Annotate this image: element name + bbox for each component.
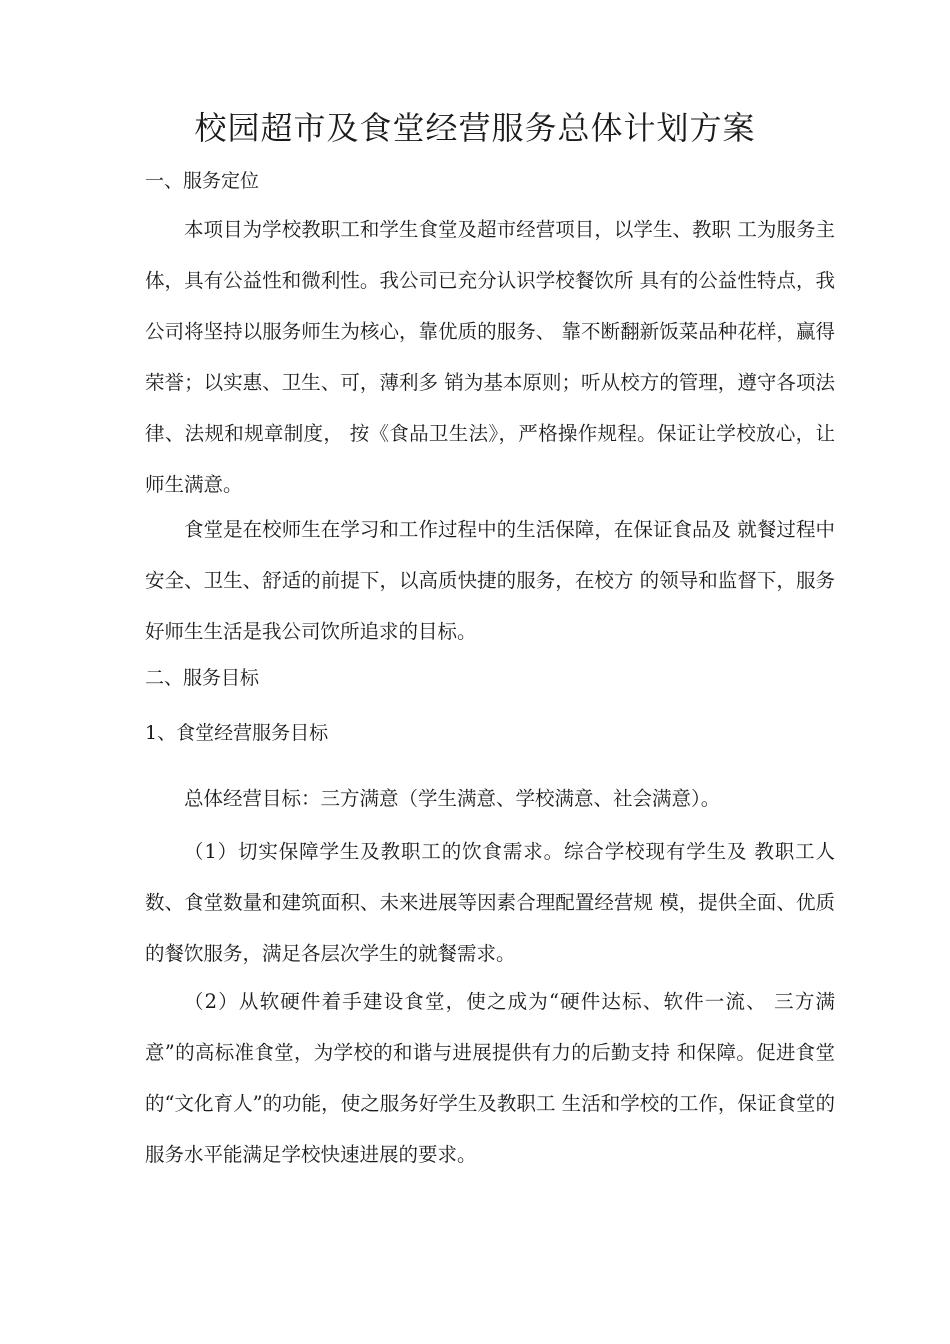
paragraph-goal-item-1: （1）切实保障学生及教职工的饮食需求。综合学校现有学生及 教职工人数、食堂数量和建筑面积、未来进展等因素合理配置经营规 模，提供全面、优质的餐饮服务，满足各层次学生的就餐需求。 bbox=[145, 840, 835, 965]
section-heading-service-goals: 二、服务目标 bbox=[145, 667, 260, 689]
paragraph-service-positioning-1: 本项目为学校教职工和学生食堂及超市经营项目，以学生、教职 工为服务主体，具有公益性和微利性。我公司已充分认识学校餐饮所 具有的公益性特点，我公司将坚持以服务师生为核心，靠优质的服务、 靠不断翻新饭菜品种花样，赢得荣誉；以实惠、卫生、可，薄利多 销为基本原则；听从校方的管理，遵守各项法律、法规和规章制度， 按《食品卫生法》，严格操作规程。保证让学校放心，让师生满意。 bbox=[145, 218, 835, 496]
page-title: 校园超市及食堂经营服务总体计划方案 bbox=[194, 109, 756, 147]
paragraph-overall-goal: 总体经营目标：三方满意（学生满意、学校满意、社会满意）。 bbox=[184, 787, 721, 810]
paragraph-service-positioning-2: 食堂是在校师生在学习和工作过程中的生活保障，在保证食品及 就餐过程中安全、卫生、舒适的前提下，以高质快捷的服务，在校方 的领导和监督下，服务好师生生活是我公司饮所追求的目标。 bbox=[145, 518, 835, 643]
subsection-heading-canteen-goals: 1、食堂经营服务目标 bbox=[145, 722, 329, 744]
section-heading-service-positioning: 一、服务定位 bbox=[145, 170, 260, 192]
paragraph-goal-item-2: （2）从软硬件着手建设食堂，使之成为“硬件达标、软件一流、 三方满意”的高标准食堂，为学校的和谐与进展提供有力的后勤支持 和保障。促进食堂的“文化育人”的功能，使之服务好学生及教职工 生活和学校的工作，保证食堂的服务水平能满足学校快速进展的要求。 bbox=[145, 990, 835, 1166]
